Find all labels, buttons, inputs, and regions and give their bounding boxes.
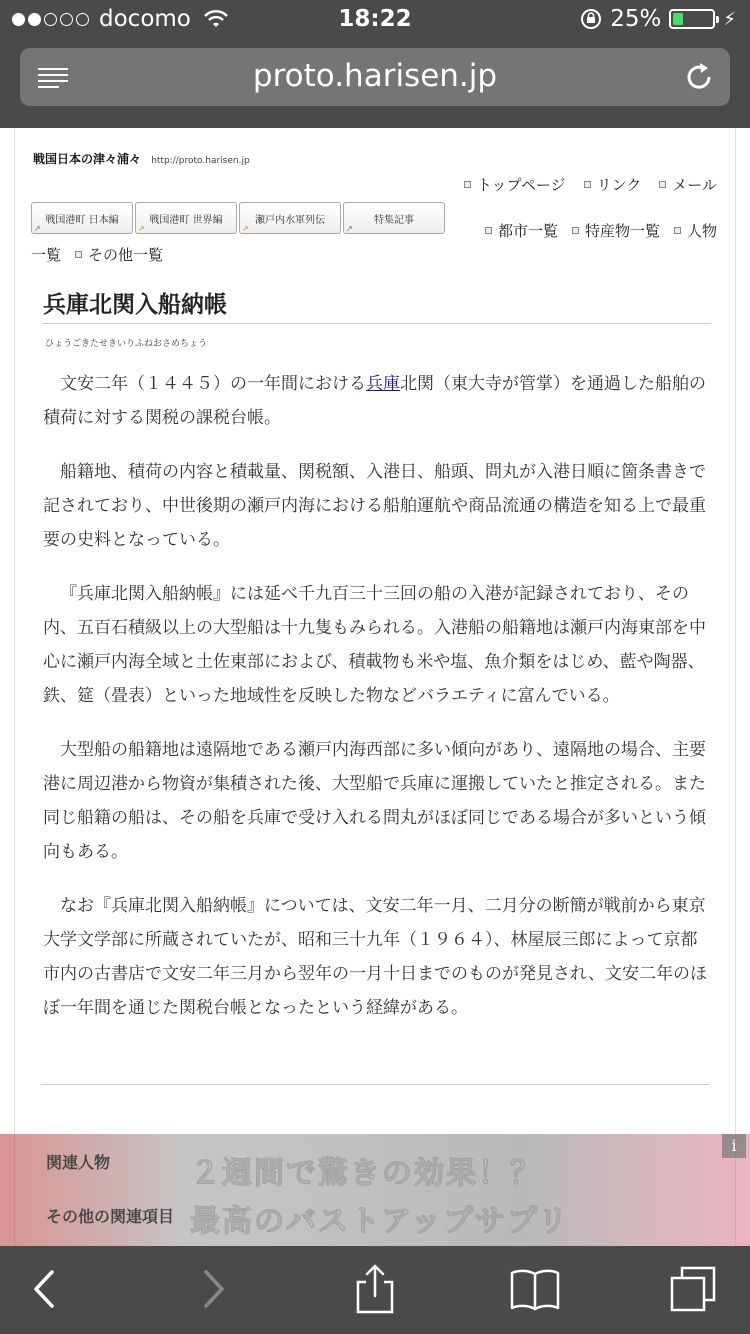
bookmarks-icon[interactable] — [510, 1264, 560, 1314]
status-time: 18:22 — [338, 6, 412, 32]
site-logo[interactable] — [33, 150, 250, 167]
top-nav — [464, 174, 717, 195]
back-icon[interactable] — [22, 1264, 72, 1314]
address-bar[interactable] — [20, 48, 730, 106]
bullet-icon — [464, 181, 471, 188]
bullet-icon — [674, 227, 681, 234]
tabs-icon[interactable] — [668, 1264, 718, 1314]
hyogo-link[interactable]: 兵庫 — [366, 374, 400, 394]
bullet-icon — [584, 181, 591, 188]
divider — [41, 1084, 709, 1085]
web-page — [14, 128, 736, 1246]
bullet-icon — [485, 227, 492, 234]
paragraph-text: 文安二年（１４４５）の一年間における — [60, 374, 366, 394]
status-bar — [0, 0, 750, 42]
tab-setouchi-navy[interactable]: 瀬戸内水軍列伝 ↗ — [239, 202, 341, 234]
battery-percent: 25% — [610, 6, 662, 32]
url-text[interactable]: proto.harisen.jp — [252, 58, 498, 94]
battery-icon — [669, 9, 715, 29]
sub-nav-wrap — [31, 244, 163, 265]
nav-mail[interactable]: メール — [659, 174, 717, 195]
related-other-heading[interactable]: その他の関連項目 — [46, 1207, 175, 1226]
paragraph-text: 北関（東大寺が管掌）を通過した船舶の積荷に対する関税の課税台帳。 — [43, 374, 706, 428]
rotation-lock-icon — [580, 8, 602, 30]
carrier-name: docomo — [99, 6, 191, 32]
section-tabs — [31, 202, 445, 234]
share-icon[interactable] — [350, 1264, 400, 1314]
nav-city-list[interactable]: 都市一覧 — [485, 220, 558, 241]
paragraph: 船籍地、積荷の内容と積載量、関税額、入港日、船頭、問丸が入港日順に箇条書きで記されており、中世後期の瀬戸内海における船舶運航や商品流通の構造を知る上で最重要の史料となっている。 — [43, 462, 706, 550]
nav-links[interactable]: リンク — [584, 174, 642, 195]
paragraph — [43, 367, 711, 435]
ad-info-icon[interactable]: i — [722, 1134, 746, 1158]
title-reading: ひょうごきたせきいりふねおさめちょう — [45, 339, 208, 349]
nav-people-list[interactable]: 人物 — [674, 220, 717, 241]
paragraph: 大型船の船籍地は遠隔地である瀬戸内海西部に多い傾向があり、遠隔地の場合、主要港に周辺港から物資が集積された後、大型船で兵庫に運搬していたと推定される。また同じ船籍の船は、その船を兵庫で受け入れる問丸がほぼ同じである場合が多いという傾向もある。 — [43, 740, 706, 862]
forward-icon[interactable] — [186, 1264, 236, 1314]
ad-subheadline[interactable]: 最高のバストアップサプリ — [190, 1204, 570, 1239]
nav-products-list[interactable]: 特産物一覧 — [572, 220, 660, 241]
browser-toolbar — [0, 1246, 750, 1334]
tab-japan-ports[interactable]: 戦国港町 日本編 ↗ — [31, 202, 133, 234]
tab-features[interactable]: 特集記事 ↗ — [343, 202, 445, 234]
browser-header — [0, 42, 750, 128]
nav-people-list-wrap[interactable]: 一覧 — [31, 246, 62, 264]
nav-other-list[interactable]: その他一覧 — [75, 244, 163, 265]
charging-bolt-icon: ⚡ — [723, 8, 736, 30]
paragraph: なお『兵庫北関入船納帳』については、文安二年一月、二月分の断簡が戦前から東京大学文学部に所蔵されていたが、昭和三十九年（１９６４）、林屋辰三郎によって京都市内の古書店で文安二年三月から翌年の一月十日までのものが発見され、文安二年のほぼ一年間を通じた関税台帳となったという経緯がある。 — [43, 896, 708, 1018]
article — [43, 286, 711, 1025]
bullet-icon — [75, 251, 82, 258]
site-logo-title: 戦国日本の津々浦々 — [33, 152, 142, 166]
related-people-heading[interactable]: 関連人物 — [46, 1153, 111, 1172]
ad-headline[interactable]: ２週間で驚きの効果！？ — [190, 1156, 542, 1191]
page-title: 兵庫北関入船納帳 — [43, 286, 711, 324]
reload-icon[interactable] — [682, 60, 716, 94]
bullet-icon — [572, 227, 579, 234]
tab-world-ports[interactable]: 戦国港町 世界編 ↗ — [135, 202, 237, 234]
ad-banner[interactable] — [0, 1134, 750, 1246]
nav-top-page[interactable]: トップページ — [464, 174, 566, 195]
sub-nav — [485, 220, 717, 241]
paragraph: 『兵庫北関入船納帳』には延べ千九百三十三回の船の入港が記録されており、その内、五百石積級以上の大型船は十九隻もみられる。入港船の船籍地は瀬戸内海東部を中心に瀬戸内海全域と土佐東部におよび、積載物も米や塩、魚介類をはじめ、藍や陶器、鉄、筵（畳表）といった地域性を反映した物などバラエティに富んでいる。 — [43, 584, 706, 706]
site-logo-url: http://proto.harisen.jp — [151, 156, 250, 166]
bullet-icon — [659, 181, 666, 188]
